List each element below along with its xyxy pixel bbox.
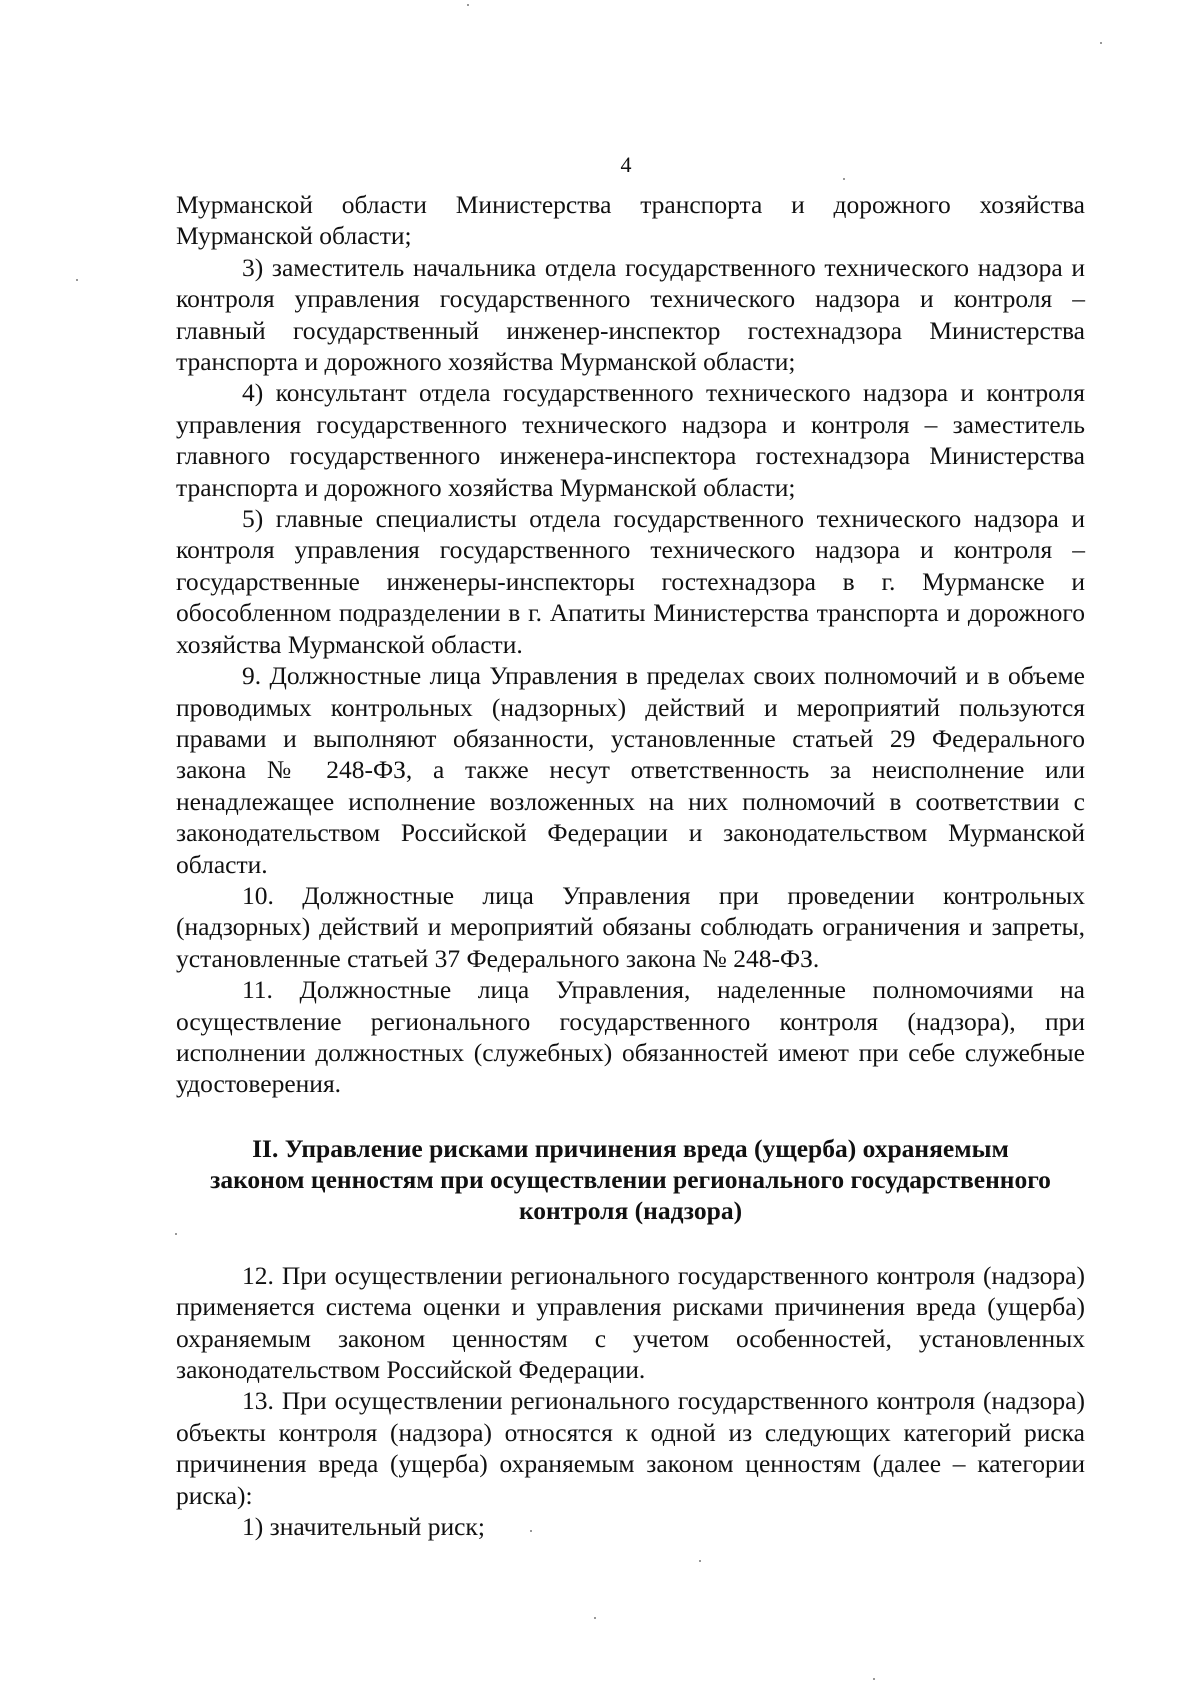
- scan-speck: [699, 1560, 701, 1562]
- scan-speck: [1100, 42, 1102, 44]
- scan-speck: [843, 178, 845, 180]
- scan-speck: [467, 4, 469, 6]
- section-heading-line-1: II. Управление рисками причинения вреда (ущерба) охраняемым: [252, 1133, 1009, 1163]
- scan-speck: [594, 1617, 596, 1619]
- list-item-4: 4) консультант отдела государственного технического надзора и контроля управления государственного технического надзора и контроля – заместитель главного государственного инженера-инспектора гостехнадзора Министерства транспорта и дорожного хозяйства Мурманской области;: [176, 378, 1085, 502]
- section-heading: [176, 1133, 1085, 1226]
- clause-11: 11. Должностные лица Управления, наделенные полномочиями на осуществление регионального государственного контроля (надзора), при исполнении должностных (служебных) обязанностей имеют при себе служебные удостоверения.: [176, 975, 1085, 1099]
- clause-12: 12. При осуществлении регионального государственного контроля (надзора) применяется система оценки и управления рисками причинения вреда (ущерба) охраняемым законом ценностям с учетом особенностей, установленных законодательством Российской Федерации.: [176, 1260, 1085, 1384]
- scan-speck: [873, 1678, 875, 1680]
- list-item-5: 5) главные специалисты отдела государственного технического надзора и контроля управления государственного технического надзора и контроля – государственные инженеры-инспекторы гостехнадзора в г. Мурманске и обособленном подразделении в г. Апатиты Министерства транспорта и дорожного хозяйства Мурманской области.: [176, 504, 1085, 659]
- clause-13: 13. При осуществлении регионального государственного контроля (надзора) объекты контроля (надзора) относятся к одной из следующих категорий риска причинения вреда (ущерба) охраняемым законом ценностям (далее – категории риска):: [176, 1386, 1085, 1510]
- list-item-3: 3) заместитель начальника отдела государственного технического надзора и контроля управления государственного технического надзора и контроля – главный государственный инженер-инспектор гостехнадзора Министерства транспорта и дорожного хозяйства Мурманской области;: [176, 252, 1085, 377]
- section-heading-line-3: контроля (надзора): [518, 1195, 743, 1225]
- scan-speck: [530, 1530, 532, 1532]
- clause-13-item-1: 1) значительный риск;: [242, 1512, 485, 1542]
- document-body: [176, 189, 1085, 1542]
- page-number: 4: [620, 152, 632, 177]
- section-heading-line-2: законом ценностям при осуществлении регионального государственного: [210, 1164, 1051, 1194]
- scan-speck: [175, 1233, 177, 1235]
- clause-9: 9. Должностные лица Управления в пределах своих полномочий и в объеме проводимых контрольных (надзорных) действий и мероприятий пользуются правами и выполняют обязанности, установленные статьей 29 Федерального закона № 248-ФЗ, а также несут ответственность за неисполнение или ненадлежащее исполнение возложенных на них полномочий в соответствии с законодательством Российской Федерации и законодательством Мурманской области.: [176, 661, 1085, 879]
- paragraph-continuation: Мурманской области Министерства транспорта и дорожного хозяйства Мурманской области;: [176, 190, 1085, 251]
- scan-speck: [76, 279, 78, 281]
- clause-10: 10. Должностные лица Управления при проведении контрольных (надзорных) действий и мероприятий обязаны соблюдать ограничения и запреты, установленные статьей 37 Федерального закона № 248-ФЗ.: [176, 880, 1085, 973]
